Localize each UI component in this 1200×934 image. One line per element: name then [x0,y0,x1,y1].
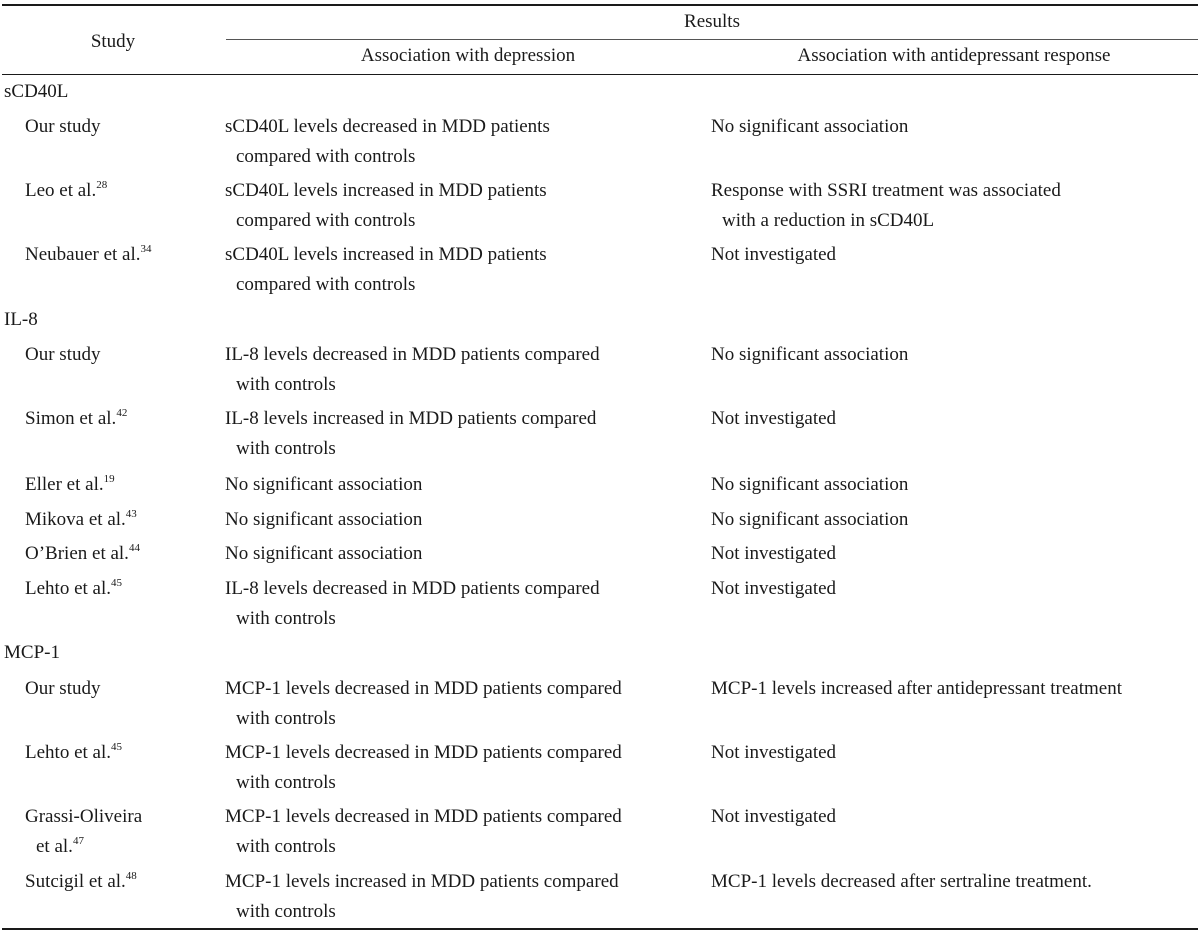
header-study: Study [90,31,136,52]
depression-cell [225,738,622,798]
study-cell [25,867,137,897]
group-label: MCP-1 [4,642,60,663]
depression-line-1: sCD40L levels increased in MDD patients [225,180,547,201]
antidepressant-line-1: MCP-1 levels decreased after sertraline treatment. [711,871,1092,892]
depression-line-2: compared with controls [236,210,416,231]
table-bottom-rule [2,928,1198,930]
study-cell [25,505,137,535]
header-bottom-rule [2,74,1198,75]
reference-number: 28 [96,179,108,191]
study-cell [25,340,100,370]
depression-cell [225,470,422,500]
antidepressant-cell [711,802,836,832]
antidepressant-line-1: No significant association [711,116,909,137]
study-cell [25,674,100,704]
antidepressant-cell [711,404,836,434]
study-name: Grassi-Oliveira [25,806,143,827]
header-results: Results [684,11,740,32]
antidepressant-line-2: with a reduction in sCD40L [722,210,935,231]
study-cell [25,404,127,434]
study-cell [25,738,122,768]
reference-number: 45 [111,741,122,753]
antidepressant-line-1: No significant association [711,509,909,530]
antidepressant-line-1: Not investigated [711,408,837,429]
depression-line-1: IL-8 levels decreased in MDD patients compared [225,578,600,599]
antidepressant-line-1: No significant association [711,344,909,365]
study-name: Eller et al. [25,474,104,495]
reference-number: 45 [111,577,122,589]
antidepressant-line-1: Not investigated [711,543,837,564]
depression-cell [225,112,550,172]
antidepressant-line-1: Not investigated [711,742,837,763]
study-name-continued: et al.$^{47}$ [36,835,84,857]
study-cell [25,240,152,270]
study-name: Our study [25,344,101,365]
depression-cell [225,505,422,535]
reference-number: 44 [128,542,140,554]
antidepressant-cell [711,176,1061,236]
depression-line-1: No significant association [225,509,423,530]
depression-line-1: MCP-1 levels decreased in MDD patients compared [225,678,622,699]
antidepressant-cell [711,240,836,270]
depression-cell [225,539,422,569]
study-cell [25,470,115,500]
antidepressant-cell [711,674,1122,704]
depression-cell [225,674,622,734]
antidepressant-cell [711,738,836,768]
study-cell [25,802,142,862]
depression-cell [225,867,619,927]
study-cell [25,574,122,604]
antidepressant-line-1: Response with SSRI treatment was associated [711,180,1061,201]
results-subheader-rule [226,39,1198,40]
study-cell [25,539,140,569]
study-cell [25,112,100,142]
group-label: sCD40L [4,81,69,102]
depression-line-1: sCD40L levels increased in MDD patients [225,244,547,265]
study-cell [25,176,107,206]
antidepressant-cell [711,470,908,500]
depression-cell [225,802,622,862]
depression-line-1: MCP-1 levels increased in MDD patients compared [225,871,619,892]
depression-line-1: No significant association [225,543,423,564]
depression-cell [225,404,596,464]
depression-cell [225,176,547,236]
depression-line-2: with controls [236,772,336,793]
depression-line-2: with controls [236,374,336,395]
depression-cell [225,240,547,300]
reference-number: 47 [72,835,84,847]
antidepressant-line-1: Not investigated [711,244,837,265]
table-top-rule [2,4,1198,6]
depression-line-1: IL-8 levels decreased in MDD patients compared [225,344,600,365]
study-name: Our study [25,678,101,699]
antidepressant-cell [711,867,1092,897]
depression-line-2: with controls [236,608,336,629]
study-name: Lehto et al. [25,742,111,763]
antidepressant-line-1: No significant association [711,474,909,495]
reference-number: 34 [140,243,152,255]
depression-line-2: with controls [236,901,336,922]
depression-line-1: sCD40L levels decreased in MDD patients [225,116,550,137]
depression-line-2: compared with controls [236,274,416,295]
study-name: Sutcigil et al. [25,871,126,892]
study-name: Our study [25,116,101,137]
header-association-antidepressant: Association with antidepressant response [797,45,1111,66]
antidepressant-cell [711,505,908,535]
antidepressant-cell [711,112,908,142]
antidepressant-line-1: MCP-1 levels increased after antidepressant treatment [711,678,1122,699]
study-name: Simon et al. [25,408,117,429]
header-association-depression: Association with depression [360,45,576,66]
depression-line-2: with controls [236,708,336,729]
depression-line-2: with controls [236,438,336,459]
depression-line-2: with controls [236,836,336,857]
antidepressant-cell [711,340,908,370]
depression-line-1: MCP-1 levels decreased in MDD patients compared [225,742,622,763]
study-name: Neubauer et al. [25,244,141,265]
study-name: O’Brien et al. [25,543,129,564]
reference-number: 19 [103,473,115,485]
antidepressant-cell [711,539,836,569]
depression-line-1: MCP-1 levels decreased in MDD patients compared [225,806,622,827]
study-name: Lehto et al. [25,578,111,599]
depression-cell [225,340,600,400]
reference-number: 42 [116,407,128,419]
antidepressant-line-1: Not investigated [711,806,837,827]
depression-line-1: No significant association [225,474,423,495]
study-name: Mikova et al. [25,509,126,530]
depression-line-1: IL-8 levels increased in MDD patients compared [225,408,597,429]
group-label: IL-8 [4,309,38,330]
depression-cell [225,574,600,634]
depression-line-2: compared with controls [236,146,416,167]
antidepressant-line-1: Not investigated [711,578,837,599]
antidepressant-cell [711,574,836,604]
study-name: Leo et al. [25,180,97,201]
reference-number: 43 [125,508,137,520]
reference-number: 48 [125,870,137,882]
